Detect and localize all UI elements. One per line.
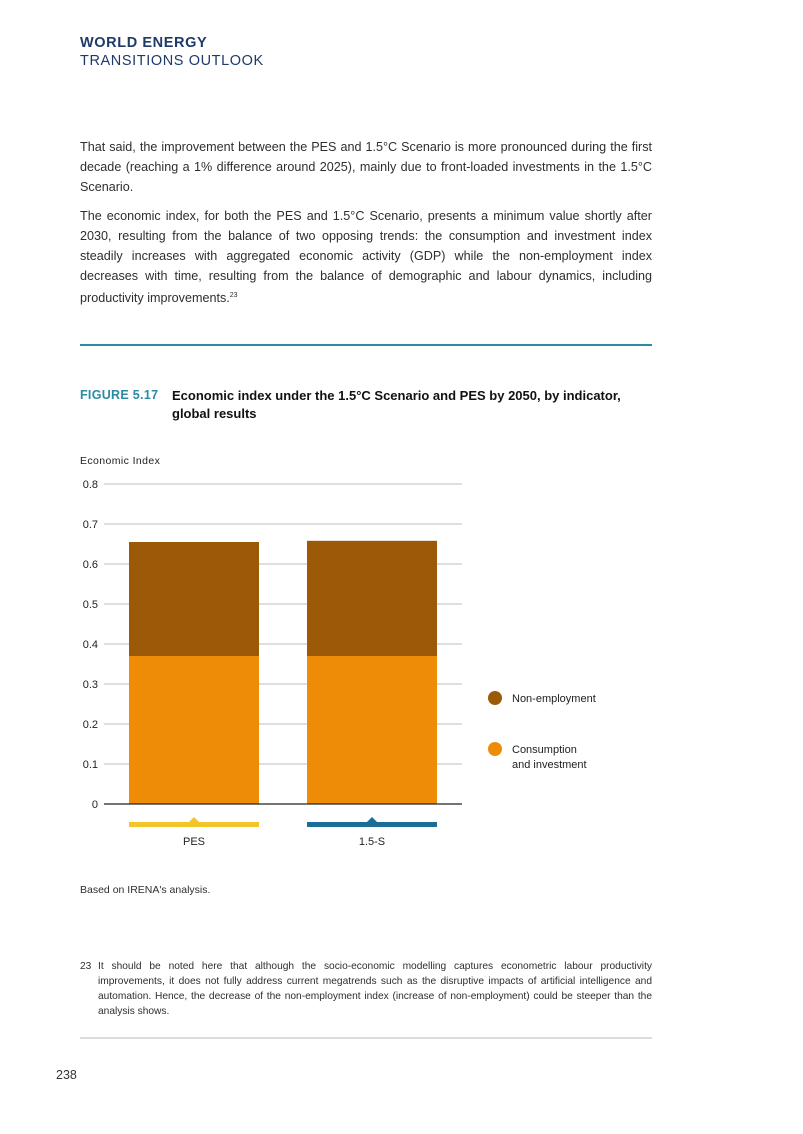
figure-label: FIGURE 5.17 xyxy=(80,388,159,402)
category-marker-arrow xyxy=(366,817,378,823)
body-paragraph-2-text: The economic index, for both the PES and 1.5°C Scenario, presents a minimum value shortly after 2030, resulting from the balance of two opposing trends: the consumption and investment index steadily increases with aggregated economic activity (GDP) while the non-employment index decreases with time, resulting from the balance of demographic and labour dynamics, including productivity improvements. xyxy=(80,209,652,305)
footnote-ref[interactable]: 23 xyxy=(229,292,238,299)
legend-label: Consumption and investment xyxy=(512,744,587,771)
legend-swatch xyxy=(488,691,502,705)
report-subtitle: TRANSITIONS OUTLOOK xyxy=(80,53,264,69)
y-tick-label: 0.2 xyxy=(82,719,98,731)
legend-label: Non-employment xyxy=(512,693,596,705)
bar-segment xyxy=(307,656,437,804)
y-tick-label: 0.7 xyxy=(82,519,98,531)
figure-source: Based on IRENA's analysis. xyxy=(80,884,211,896)
bar-segment xyxy=(129,656,259,804)
bar-segment xyxy=(307,541,437,656)
y-tick-label: 0.5 xyxy=(82,599,98,611)
y-tick-label: 0.4 xyxy=(82,639,98,651)
y-axis-title: Economic Index xyxy=(80,455,161,467)
footer-divider xyxy=(80,1037,652,1039)
footnote-number: 23 xyxy=(80,961,92,972)
y-tick-label: 0.1 xyxy=(82,759,98,771)
footnote-text: It should be noted here that although the socio-economic modelling captures econometric labour productivity improvements, it does not fully address current megatrends such as the disruptive impacts of artificial intelligence and automation. Hence, the decrease of the non-employment index (increase of non-employment) could be steeper than the analysis shows. xyxy=(98,961,652,1017)
y-tick-label: 0.3 xyxy=(82,679,98,691)
legend-swatch xyxy=(488,742,502,756)
y-tick-label: 0.6 xyxy=(82,559,98,571)
x-category-label: 1.5-S xyxy=(358,836,386,848)
y-tick-label: 0 xyxy=(91,799,98,811)
page-number: 238 xyxy=(56,1068,77,1082)
category-marker-arrow xyxy=(188,817,200,823)
figure-title: Economic index under the 1.5°C Scenario and PES by 2050, by indicator, global results xyxy=(172,388,621,421)
body-paragraph-1: That said, the improvement between the PES and 1.5°C Scenario is more pronounced during the first decade (reaching a 1% difference around 2025), mainly due to front-loaded investments in the 1.5°C Scenario. xyxy=(80,140,652,194)
report-title: WORLD ENERGY xyxy=(80,35,208,51)
x-category-label: PES xyxy=(182,836,206,848)
y-tick-label: 0.8 xyxy=(82,479,98,491)
bar-segment xyxy=(129,542,259,656)
footnote xyxy=(80,959,652,1019)
